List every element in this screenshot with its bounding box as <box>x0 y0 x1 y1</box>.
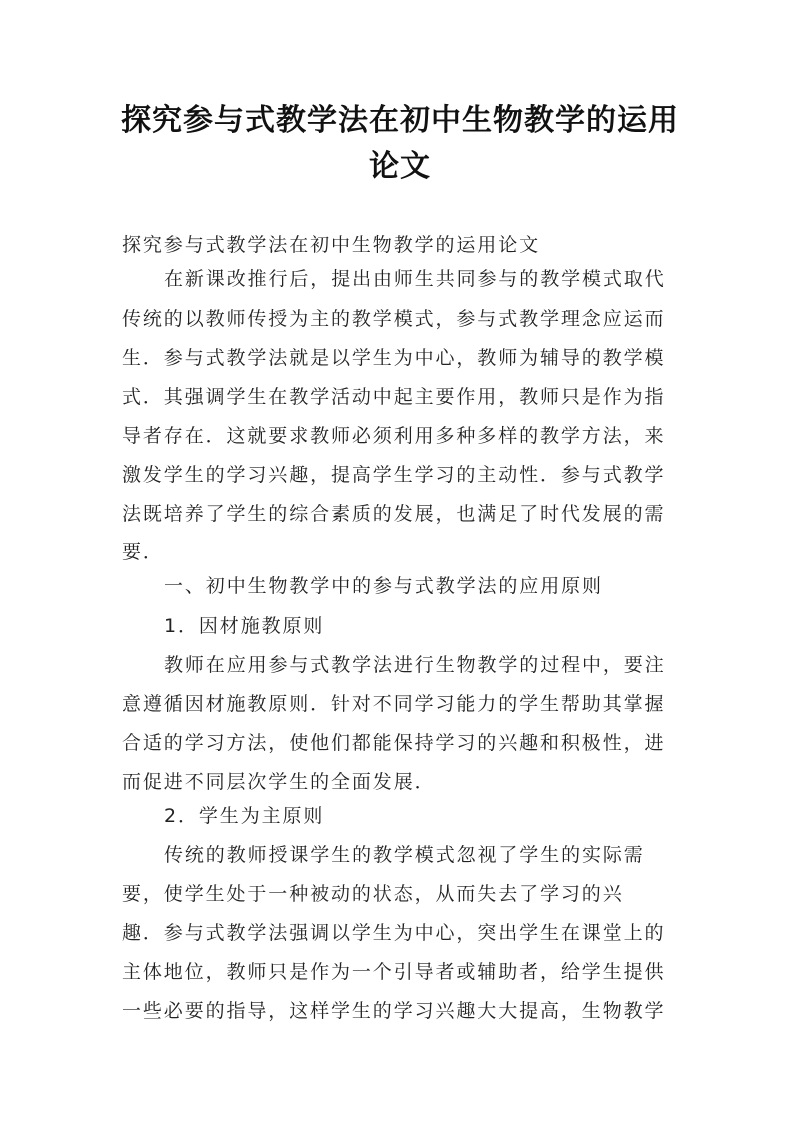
section-heading: 一、初中生物教学中的参与式教学法的应用原则 <box>164 575 603 597</box>
body-line: 一些必要的指导，这样学生的学习兴趣大大提高，生物教学 <box>122 1000 666 1022</box>
body-line: 而促进不同层次学生的全面发展． <box>122 771 436 793</box>
body-line: 主体地位，教师只是作为一个引导者或辅助者，给学生提供 <box>122 961 666 983</box>
body-line: 在新课改推行后，提出由师生共同参与的教学模式取代 <box>164 268 666 290</box>
page-title: 探究参与式教学法在初中生物教学的运用 <box>121 103 679 138</box>
subtitle-line: 探究参与式教学法在初中生物教学的运用论文 <box>122 234 541 256</box>
body-line: 传统的教师授课学生的教学模式忽视了学生的实际需 <box>164 844 645 866</box>
body-line: 要，使学生处于一种被动的状态，从而失去了学习的兴 <box>122 883 624 905</box>
body-line: 传统的以教师传授为主的教学模式，参与式教学理念应运而 <box>122 308 666 330</box>
page-title-continuation: 论文 <box>369 149 431 184</box>
body-line: 导者存在．这就要求教师必须利用多种多样的教学方法，来 <box>122 425 666 447</box>
body-line: 激发学生的学习兴趣，提高学生学习的主动性．参与式教学 <box>122 464 666 486</box>
body-line: 生．参与式教学法就是以学生为中心，教师为辅导的教学模 <box>122 347 666 369</box>
body-line: 要． <box>122 541 164 563</box>
subsection-heading: 2．学生为主原则 <box>164 805 325 827</box>
body-line: 趣．参与式教学法强调以学生为中心，突出学生在课堂上的 <box>122 922 666 944</box>
body-line: 式．其强调学生在教学活动中起主要作用，教师只是作为指 <box>122 386 666 408</box>
subsection-heading: 1．因材施教原则 <box>164 615 325 637</box>
body-line: 教师在应用参与式教学法进行生物教学的过程中，要注 <box>164 654 666 676</box>
body-line: 意遵循因材施教原则．针对不同学习能力的学生帮助其掌握 <box>122 693 666 715</box>
body-line: 法既培养了学生的综合素质的发展，也满足了时代发展的需 <box>122 503 666 525</box>
body-line: 合适的学习方法，使他们都能保持学习的兴趣和积极性，进 <box>122 732 666 754</box>
